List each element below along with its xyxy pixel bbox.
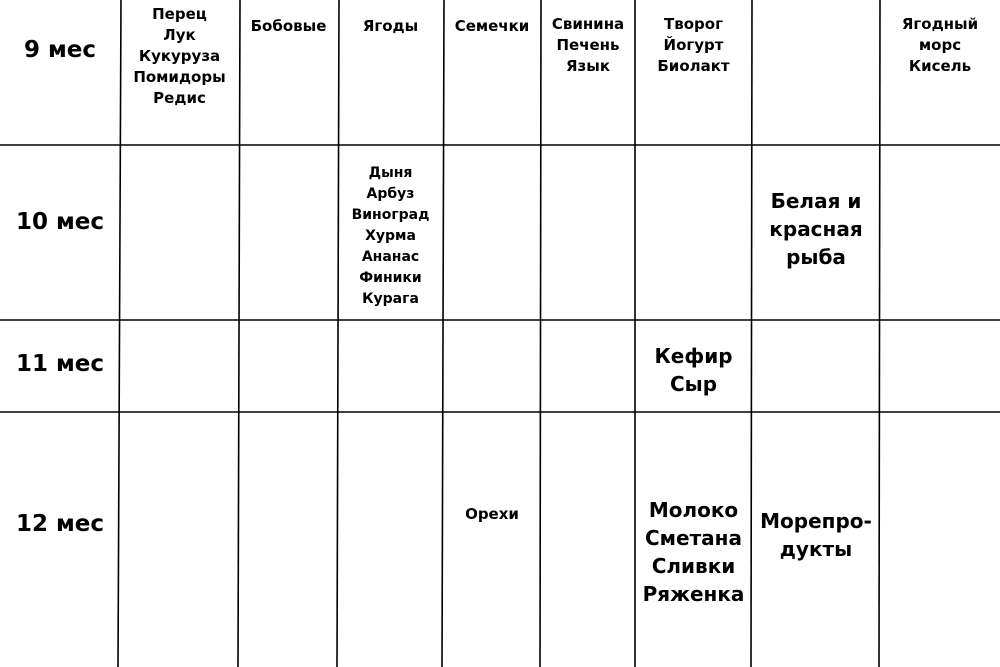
food-item: Биолакт: [657, 57, 730, 75]
row-label-10-months: 10 мес: [15, 209, 105, 235]
food-item: Хурма: [365, 228, 416, 244]
food-item: Кукуруза: [138, 47, 221, 65]
food-item: Помидоры: [133, 68, 226, 86]
table-cell: [120, 4, 239, 109]
table-cell: [752, 187, 880, 271]
food-item: Кисель: [908, 57, 972, 75]
food-item: Виноград: [351, 207, 430, 223]
row-label-11-months: 11 мес: [15, 351, 105, 377]
food-item: Ряженка: [642, 582, 745, 606]
food-item: Семечки: [454, 17, 530, 35]
food-item: красная: [769, 217, 863, 241]
food-item: Ягодный: [901, 15, 979, 33]
food-item: Сыр: [669, 372, 718, 396]
table-cell: [752, 507, 880, 563]
food-item: Молоко: [648, 498, 739, 522]
food-item: Перец: [152, 5, 207, 23]
food-item: Финики: [359, 270, 422, 286]
table-cell: [880, 14, 1000, 77]
food-item: Ананас: [361, 249, 420, 265]
food-item: рыба: [786, 245, 846, 269]
food-item: Арбуз: [366, 186, 415, 202]
row-label-12-months: 12 мес: [15, 511, 105, 537]
food-item: морс: [918, 36, 962, 54]
table-cell: [239, 16, 338, 37]
food-item: Печень: [556, 36, 620, 54]
table-cell: [635, 14, 752, 77]
table-cell: [635, 342, 752, 398]
table-cell: [635, 496, 752, 608]
food-item: Кефир: [654, 344, 733, 368]
food-item: Редис: [153, 89, 206, 107]
food-item: дукты: [779, 537, 853, 561]
food-item: Курага: [362, 291, 419, 307]
food-item: Сливки: [651, 554, 736, 578]
table-cell: [443, 504, 541, 525]
table-cell: [541, 14, 635, 77]
table-cell: [443, 16, 541, 37]
food-item: Орехи: [465, 505, 519, 523]
row-label-9-months: 9 мес: [23, 37, 97, 63]
food-item: Сметана: [645, 526, 742, 550]
food-item: Дыня: [368, 165, 413, 181]
table-cell: [338, 163, 443, 310]
food-item: Йогурт: [663, 36, 724, 54]
food-item: Морепро-: [760, 509, 872, 533]
food-item: Лук: [163, 26, 196, 44]
table-cell: [338, 16, 443, 37]
food-item: Свинина: [551, 15, 625, 33]
food-item: Язык: [565, 57, 610, 75]
column-divider: [442, 0, 444, 667]
food-item: Бобовые: [250, 17, 327, 35]
food-item: Белая и: [770, 189, 862, 213]
food-item: Ягоды: [362, 17, 419, 35]
column-divider: [879, 0, 880, 667]
column-divider: [337, 0, 339, 667]
food-item: Творог: [664, 15, 723, 33]
column-divider: [540, 0, 541, 667]
